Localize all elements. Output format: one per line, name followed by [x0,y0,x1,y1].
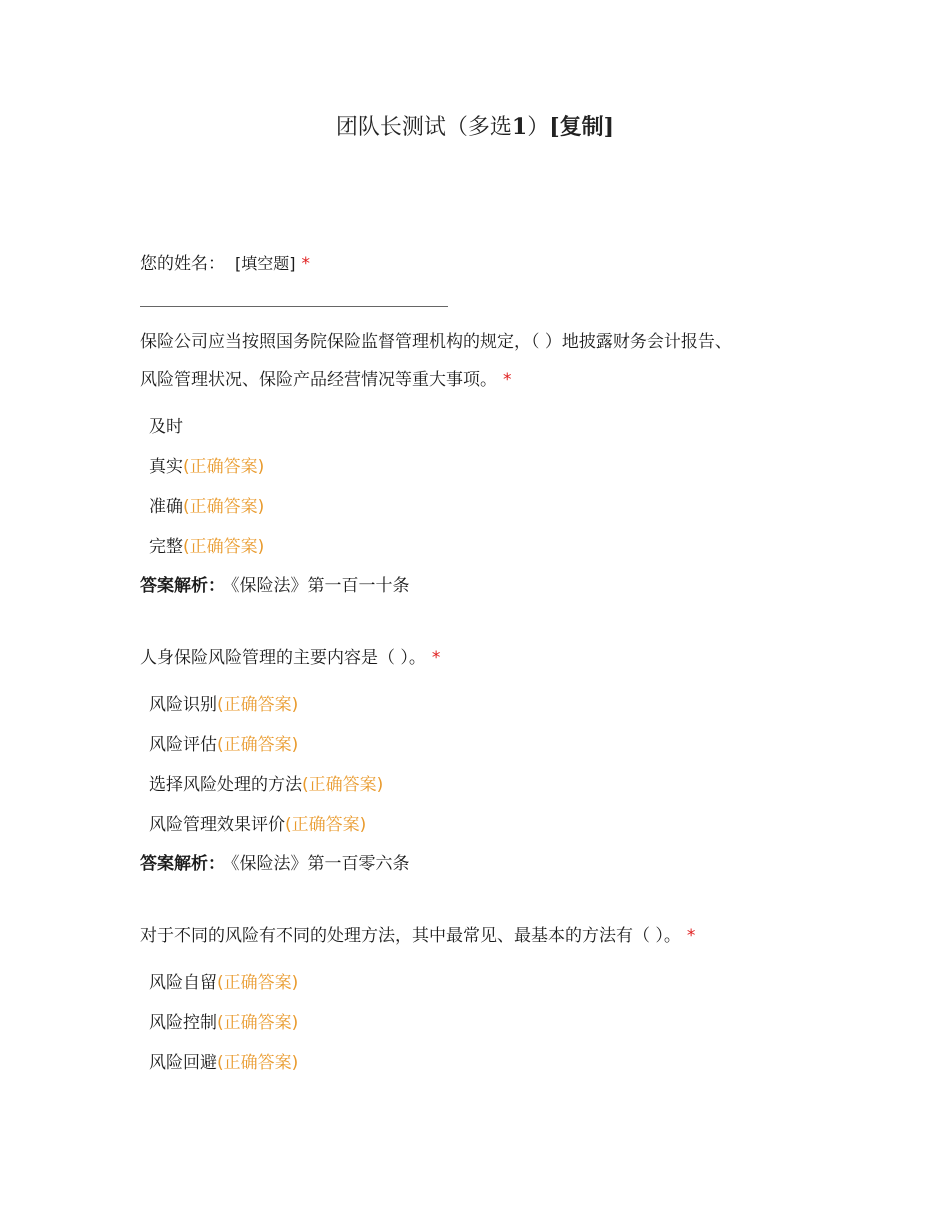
option-label: 风险管理效果评价 [149,815,285,835]
name-label: 您的姓名： [140,254,225,274]
correct-answer-mark: (正确答案) [285,815,367,835]
option-item[interactable] [140,487,840,527]
answer-analysis [140,845,840,883]
name-question [140,250,840,307]
correct-answer-mark: (正确答案) [217,973,299,993]
option-item[interactable] [140,407,840,447]
correct-answer-mark: (正确答案) [183,537,265,557]
option-item[interactable] [140,685,840,725]
title-suffix: [复制] [549,114,615,140]
analysis-text: 《保险法》第一百零六条 [231,854,410,874]
survey-content [140,250,840,1117]
option-item[interactable] [140,963,840,1003]
option-item[interactable] [140,805,840,845]
option-item[interactable] [140,447,840,487]
correct-answer-mark: (正确答案) [183,457,265,477]
required-marker: * [686,926,696,946]
option-label: 风险识别 [149,695,217,715]
name-label-row [140,250,840,278]
name-input-line[interactable] [140,306,448,307]
title-number: 1 [511,114,528,140]
question-3-line: 对于不同的风险有不同的处理方法，其中最常见、最基本的方法有（ ）。 [140,926,681,946]
option-item[interactable] [140,765,840,805]
option-label: 及时 [149,417,183,437]
option-item[interactable] [140,1043,840,1083]
option-label: 风险控制 [149,1013,217,1033]
correct-answer-mark: (正确答案) [217,695,299,715]
option-label: 真实 [149,457,183,477]
option-item[interactable] [140,725,840,765]
required-marker: * [431,648,441,668]
option-label: 选择风险处理的方法 [149,775,302,795]
option-label: 准确 [149,497,183,517]
analysis-text: 《保险法》第一百一十条 [231,576,410,596]
option-item[interactable] [140,527,840,567]
correct-answer-mark: (正确答案) [302,775,384,795]
correct-answer-mark: (正确答案) [217,1053,299,1073]
page-title [0,110,950,141]
option-label: 风险回避 [149,1053,217,1073]
question-2-options [140,685,840,845]
fill-blank-tag: [填空题] [235,254,296,273]
question-1-options [140,407,840,567]
analysis-label: 答案解析： [140,576,225,596]
question-3-text [140,917,840,955]
correct-answer-mark: (正确答案) [217,1013,299,1033]
answer-analysis [140,567,840,605]
question-1 [140,323,840,605]
title-close: ） [527,115,550,140]
correct-answer-mark: (正确答案) [183,497,265,517]
option-label: 完整 [149,537,183,557]
title-main: 团队长测试（多选 [335,115,512,140]
question-2 [140,639,840,883]
question-3 [140,917,840,1083]
option-label: 风险评估 [149,735,217,755]
question-2-line: 人身保险风险管理的主要内容是（ ）。 [140,648,426,668]
question-2-text [140,639,840,677]
option-item[interactable] [140,1003,840,1043]
option-label: 风险自留 [149,973,217,993]
correct-answer-mark: (正确答案) [217,735,299,755]
required-marker: * [301,254,310,274]
question-3-options [140,963,840,1083]
question-1-text [140,323,840,399]
question-1-line2: 风险管理状况、保险产品经营情况等重大事项。 [140,370,497,390]
analysis-label: 答案解析： [140,854,225,874]
required-marker: * [503,370,512,390]
question-1-line1: 保险公司应当按照国务院保险监督管理机构的规定，（ ）地披露财务会计报告、 [140,332,732,352]
